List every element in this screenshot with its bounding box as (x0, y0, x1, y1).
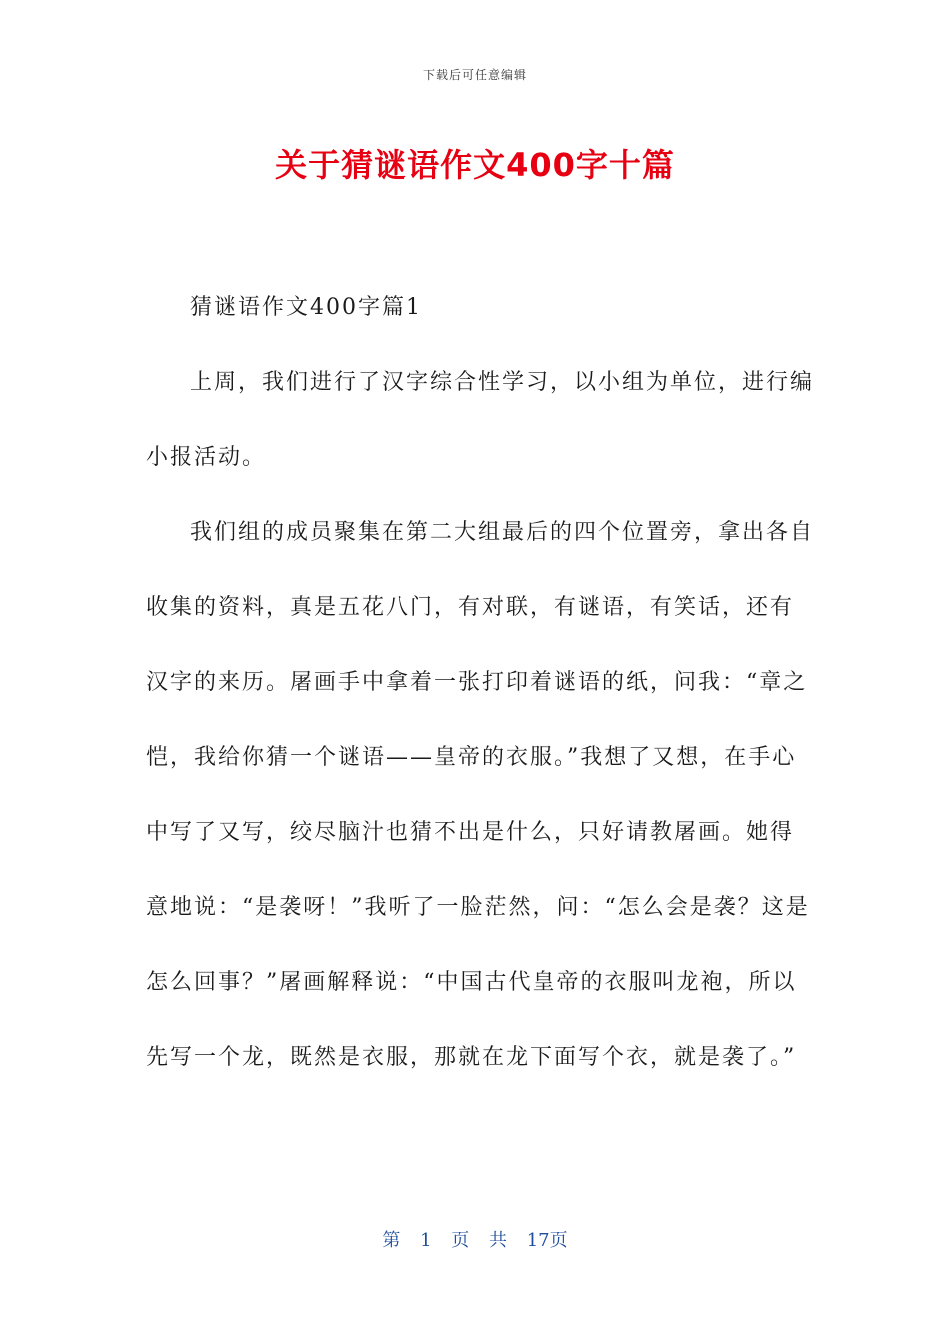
footer-current-page: 1 (420, 1230, 432, 1251)
body-paragraph: 上周，我们进行了汉字综合性学习，以小组为单位，进行编小报活动。 (146, 370, 815, 470)
page-footer (0, 1226, 950, 1252)
section-heading: 猜谜语作文400字篇1 (190, 295, 422, 320)
document-body (146, 270, 816, 1095)
footer-total-prefix: 共 (489, 1230, 507, 1251)
footer-page-word: 页 (451, 1230, 470, 1251)
document-title: 关于猜谜语作文400字十篇 (275, 146, 675, 184)
header-note: 下载后可任意编辑 (422, 68, 527, 82)
footer-prefix: 第 (382, 1230, 401, 1251)
body-paragraph: 我们组的成员聚集在第二大组最后的四个位置旁，拿出各自收集的资料，真是五花八门，有对联，有谜语，有笑话，还有汉字的来历。屠画手中拿着一张打印着谜语的纸，问我：“章之恺，我给你猜一个谜语——皇帝的衣服。”我想了又想，在手心中写了又写，绞尽脑汁也猜不出是什么，只好请教屠画。她得意地说：“是袭呀！”我听了一脸茫然，问：“怎么会是袭？这是怎么回事？”屠画解释说：“中国古代皇帝的衣服叫龙袍，所以先写一个龙，既然是衣服，那就在龙下面写个衣，就是袭了。” (146, 520, 815, 1070)
footer-total-pages: 17页 (526, 1230, 568, 1251)
